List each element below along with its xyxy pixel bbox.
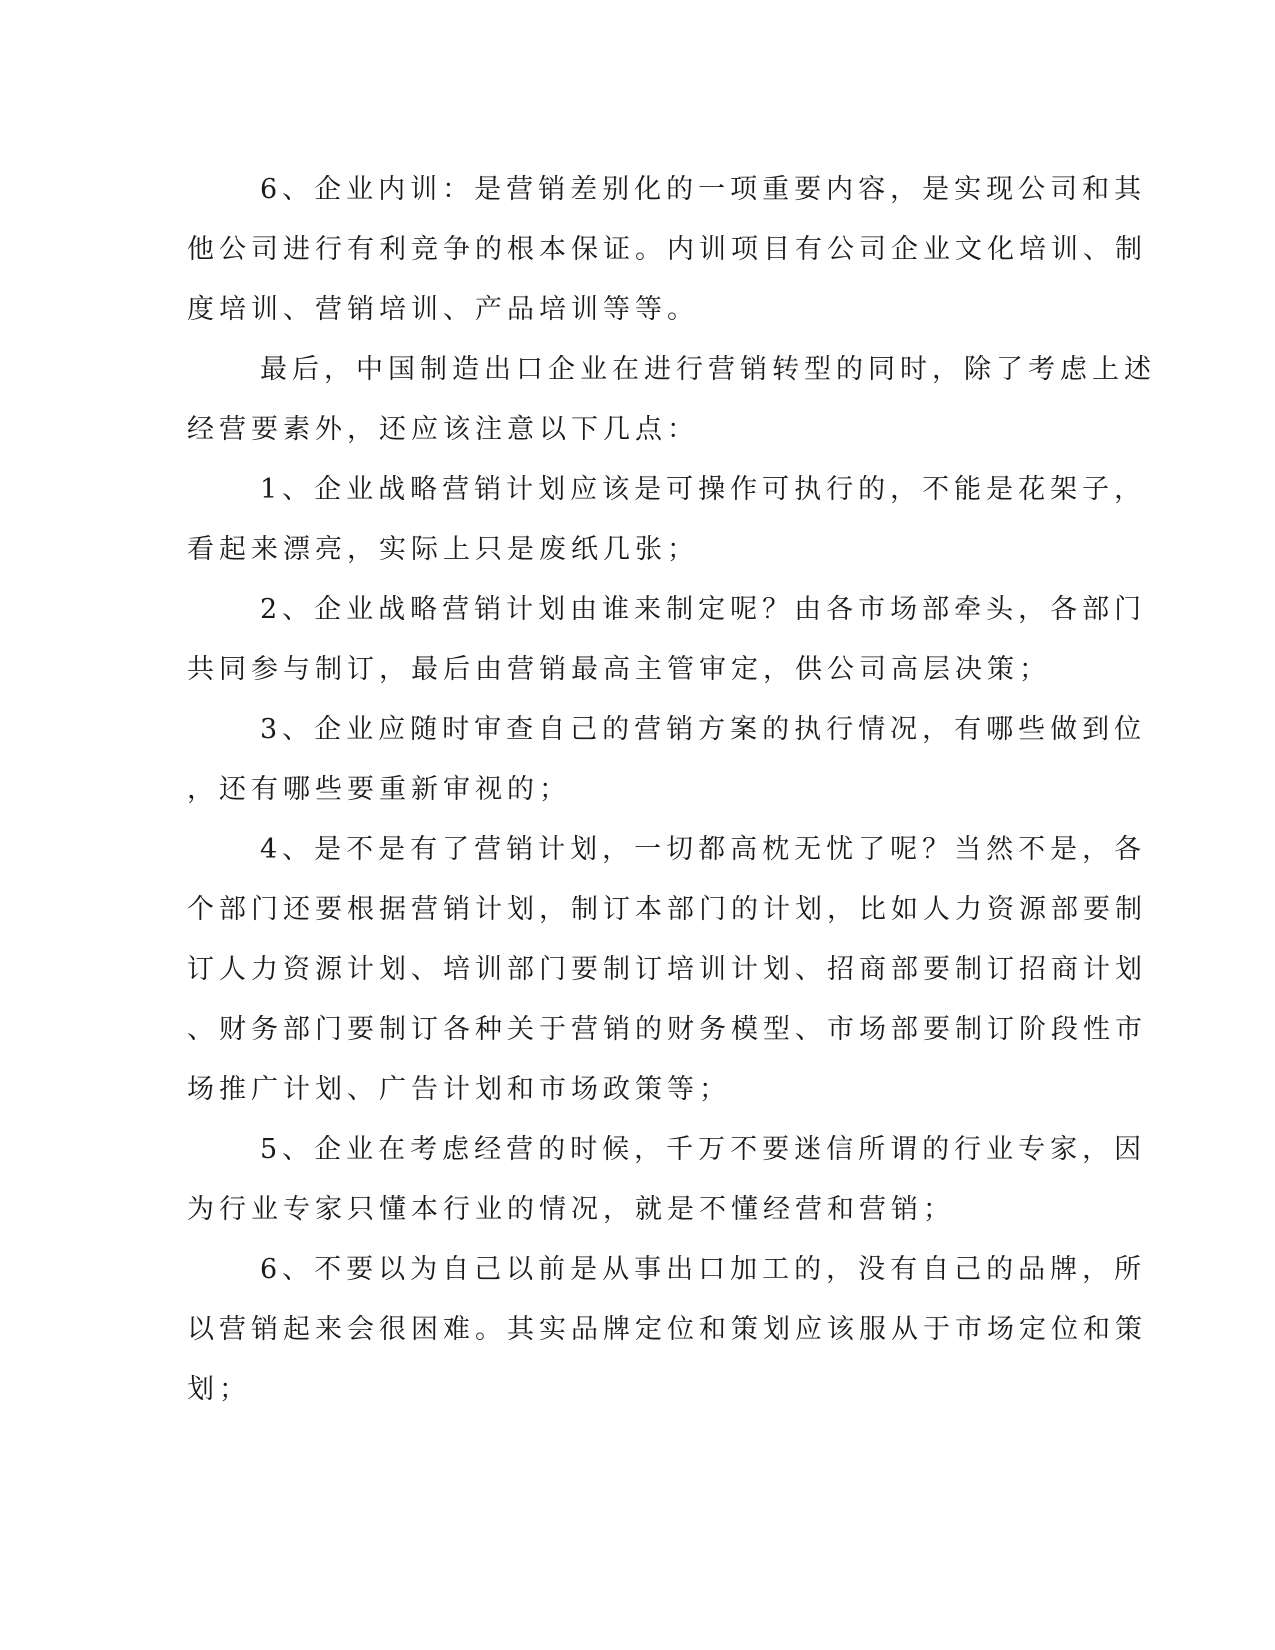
paragraph-point-2	[187, 580, 1147, 700]
paragraph-line: 6、不要以为自己以前是从事出口加工的，没有自己的品牌，所	[260, 1254, 1147, 1285]
paragraph-line: 他公司进行有利竞争的根本保证。内训项目有公司企业文化培训、制	[187, 234, 1147, 265]
document-body	[187, 160, 1156, 1420]
paragraph-conclusion-intro	[187, 340, 1156, 460]
paragraph-line: ，还有哪些要重新审视的；	[187, 774, 571, 805]
paragraph-point-3	[187, 700, 1147, 820]
paragraph-line: 6、企业内训：是营销差别化的一项重要内容，是实现公司和其	[260, 174, 1147, 205]
paragraph-line: 3、企业应随时审查自己的营销方案的执行情况，有哪些做到位	[260, 714, 1147, 745]
paragraph-line: 、财务部门要制订各种关于营销的财务模型、市场部要制订阶段性市	[187, 1014, 1147, 1045]
paragraph-line: 以营销起来会很困难。其实品牌定位和策划应该服从于市场定位和策	[187, 1314, 1147, 1345]
paragraph-line: 度培训、营销培训、产品培训等等。	[187, 294, 699, 325]
paragraph-line: 5、企业在考虑经营的时候，千万不要迷信所谓的行业专家，因	[260, 1134, 1147, 1165]
paragraph-line: 个部门还要根据营销计划，制订本部门的计划，比如人力资源部要制	[187, 894, 1147, 925]
paragraph-point-5	[187, 1120, 1147, 1240]
paragraph-line: 为行业专家只懂本行业的情况，就是不懂经营和营销；	[187, 1194, 955, 1225]
paragraph-line: 经营要素外，还应该注意以下几点：	[187, 414, 699, 445]
paragraph-line: 场推广计划、广告计划和市场政策等；	[187, 1074, 731, 1105]
paragraph-line: 共同参与制订，最后由营销最高主管审定，供公司高层决策；	[187, 654, 1051, 685]
paragraph-line: 划；	[187, 1374, 251, 1405]
paragraph-line: 最后，中国制造出口企业在进行营销转型的同时，除了考虑上述	[260, 354, 1156, 385]
paragraph-point-4	[187, 820, 1147, 1120]
paragraph-point-6	[187, 1240, 1147, 1420]
paragraph-point-1	[187, 460, 1147, 580]
paragraph-line: 4、是不是有了营销计划，一切都高枕无忧了呢？当然不是，各	[260, 834, 1147, 865]
paragraph-line: 2、企业战略营销计划由谁来制定呢？由各市场部牵头，各部门	[260, 594, 1147, 625]
paragraph-line: 看起来漂亮，实际上只是废纸几张；	[187, 534, 699, 565]
paragraph-line: 订人力资源计划、培训部门要制订培训计划、招商部要制订招商计划	[187, 954, 1147, 985]
paragraph-internal-training	[187, 160, 1147, 340]
paragraph-line: 1、企业战略营销计划应该是可操作可执行的，不能是花架子，	[260, 474, 1147, 505]
